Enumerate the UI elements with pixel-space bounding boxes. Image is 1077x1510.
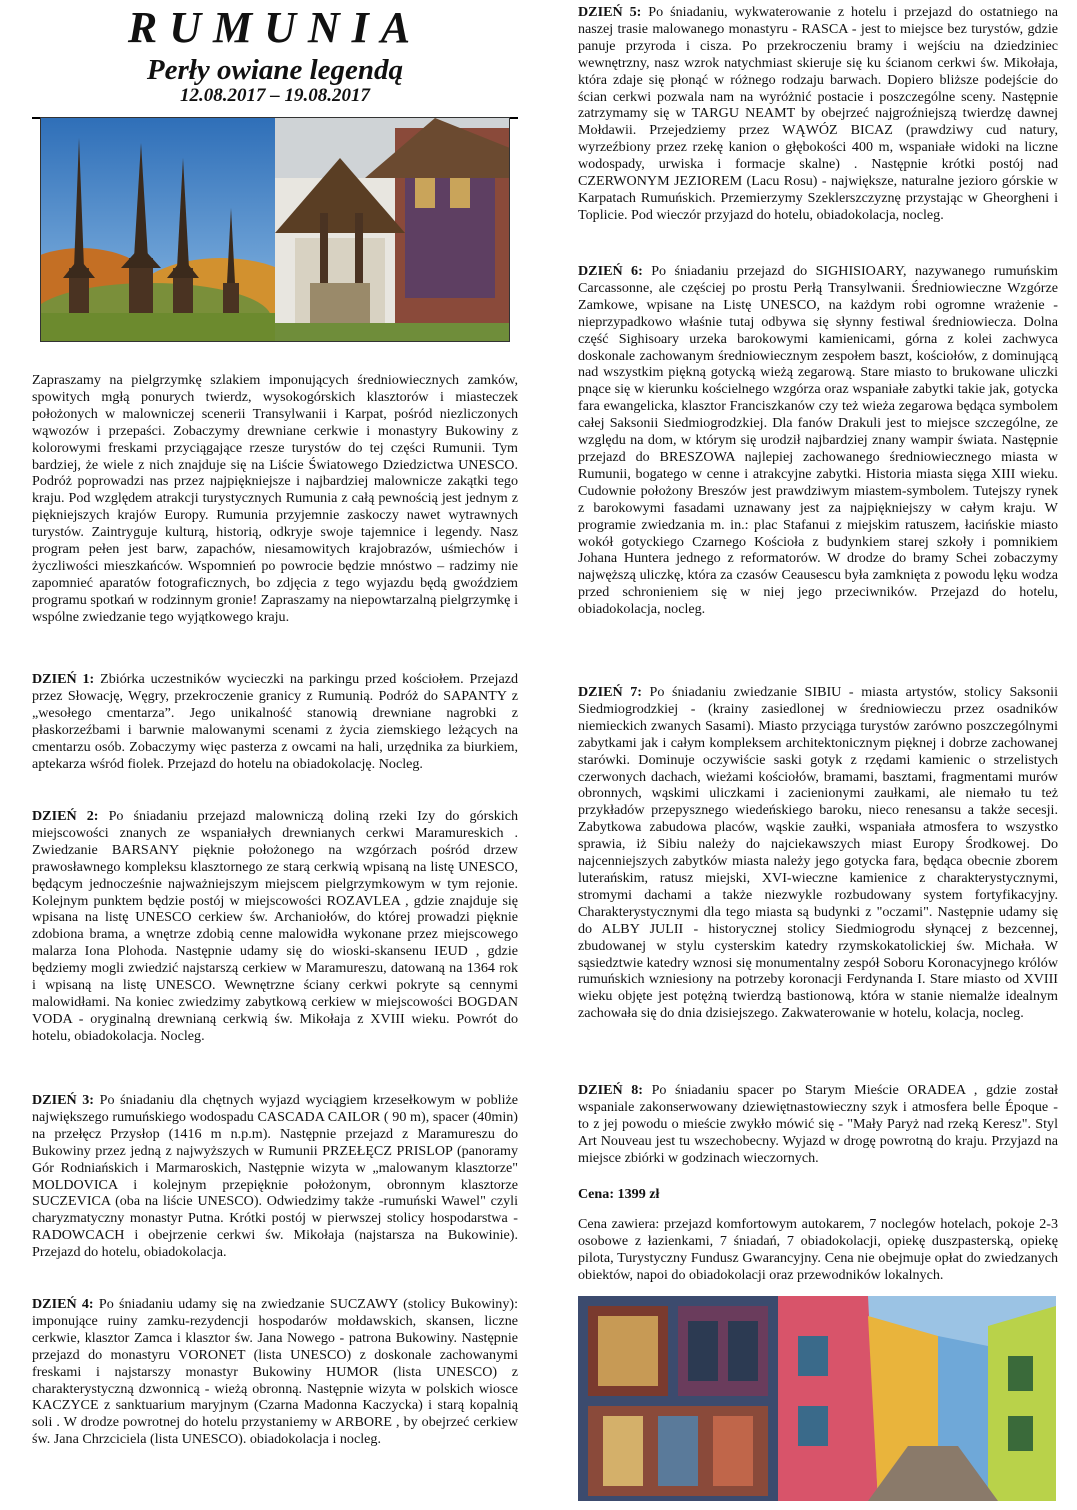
day-5-label: DZIEŃ 5:	[578, 4, 642, 20]
day-3-label: DZIEŃ 3:	[32, 1092, 95, 1108]
day-3-text: Po śniadaniu dla chętnych wyjazd wyciągiem krzesełkowym w pobliże największego rumuńskiego wodospadu CASCADA CAILOR ( 90 m), spacer (40min) na przełęcz Przysłop (1416 m n.p.m). Następnie przejazd z Maramureszu do Bukowiny przez jedną z najwyższych w Rumunii PRZEŁĘCZ PRISLOP (panoramy Gór Rodniańskich i Marmaroskich, Następnie wizyta w „malowanym klasztorze" MOLDOVICA i kolejnym przepięknie położonym, obronnym klasztorze SUCZEVICA (oba na liście UNESCO). Odwiedzimy także -rumuński Wawel" czyli charyzmatyczny monastyr Putna. Krótki postój w pierwszej stolicy hospodarstwa - RADOWCACH i obejrzenie cerkwi św. Mikołaja (najstarsza na Bukowinie). Przejazd do hotelu, obiadokolacja.	[32, 1092, 518, 1261]
page-subtitle: Perły owiane legendą	[146, 54, 404, 86]
intro-paragraph: Zapraszamy na pielgrzymkę szlakiem imponujących średniowiecznych zamków, spowitych mgłą ponurych twierdz, wysokogórskich klasztorów i miasteczek położonych w malowniczej scenerii Transylwanii i Karpat, pośród niezliczonych wąwozów i przepaści. Zobaczymy drewniane cerkwie i monastyry Bukowiny z kolorowymi freskami przyciągające rzesze turystów do tej części Rumunii. Tym bardziej, że wiele z nich znajduje się na Liście Światowego Dziedzictwa UNESCO. Podróż poprowadzi nas przez najpiękniejsze i najbardziej malownicze zakątki tego kraju. Pod względem atrakcji turystycznych Rumunia z całą pewnością jest jednym z piękniejszych krajów Europy. Rumunia przyjemnie zaskoczy nawet wytrawnych turystów. Zaintryguje kulturą, historią, odkryje swoje tajemnice i legendy. Nasz program pełen jest barw, zapachów, niesamowitych krajobrazów, uśmiechów i życzliwości mieszkańców. Wspomnień po powrocie będzie mnóstwo – radzimy nie zapomnieć aparatów fotograficznych, bo zdjęcia z tego wyjazdu będą gwoździem programu spotkań w rodzinnym gronie! Zapraszamy na niepowtarzalną pielgrzymkę i wspólne zwiedzanie tego wyjątkowego kraju.	[32, 372, 518, 625]
painted-monastery-photo	[275, 118, 509, 341]
wooden-church-photo	[41, 118, 275, 341]
day-3	[32, 1092, 518, 1261]
page-title: RUMUNIA	[127, 3, 423, 52]
day-7-text: Po śniadaniu zwiedzanie SIBIU - miasta artystów, stolicy Saksonii Siedmiogrodzkiej - (krainy zasiedlonej w średniowieczu przez osadników niemieckich zwanych Sasami). Miasto przyciąga turystów zarówno poszczególnymi zabytkami jak i całym kompleksem architektonicznym pięknej i dobrze zachowanej starówki. Dominuje oczywiście saski gotyk z rzędami kamienic o strzelistych czerwonych dachach, wieżami kościołów, bramami, basztami, fragmentami murów obronnych, wąskimi uliczkami i zacienionymi zaułkami, ale niemało tu też przykładów przepysznego wiedeńskiego baroku, nieco renesansu a także secesji. Zabytkowa zabudowa placów, wąskie zaułki, wspaniała atmosfera to wszystko sprawia, iż Sibiu należy do najciekawszych miast Europy Środkowej. Do najcenniejszych zabytków miasta należy jego gotycka fara, będąca obecnie zborem luterańskim, ratusz miejski, XVI-wieczne kamienice z charakterystycznymi, stromymi dachami a także niezwykle rozbudowany system fortyfikacyjny. Charakterystycznymi dla tego miasta są budynki z "oczami". Następnie udamy się do ALBY JULII - historycznej stolicy Siedmiogrodu słynącej z bezcennej, zbudowanej w stylu cysterskim katedry rzymskokatolickiej św. Michała. W sąsiedztwie katedry wznosi się monumentalny zespół Soboru Koronacyjnego królów rumuńskich wzniesiony na potrzeby koronacji Ferdynanda I. Stare miasto od XVIII wieku objęte jest potężną twierdzą bastionową, która w stanie niemalże idealnym zachowała się do dnia dzisiejszego. Zakwaterowanie w hotelu, kolacja, nocleg.	[578, 684, 1059, 1022]
day-2-label: DZIEŃ 2:	[32, 808, 99, 824]
price-value: 1399 zł	[617, 1186, 660, 1202]
day-1	[32, 671, 518, 772]
day-6-label: DZIEŃ 6:	[578, 263, 643, 279]
day-8-label: DZIEŃ 8:	[578, 1082, 643, 1098]
day-4-label: DZIEŃ 4:	[32, 1296, 94, 1312]
footer-photo	[578, 1296, 1056, 1501]
day-4	[32, 1296, 518, 1448]
trip-dates: 12.08.2017 – 19.08.2017	[180, 85, 370, 106]
day-6	[578, 263, 1058, 618]
day-5-text: Po śniadaniu, wykwaterowanie z hotelu i przejazd do ostatniego na naszej trasie malowanego monastyru - RASCA - jest to miejsce bez turystów, gdzie panuje przyroda i cisza. Po przekroczeniu bramy i wejściu na dziedziniec wewnętrzny, nasz wzrok natychmiast skieruje się ku ścianom cerkwi św. Mikołaja, która zdaje się płonąć w różnego rodzaju barwach. Dopiero bliższe podejście do ścian cerkwi pozwala nam na wyróżnić postacie i poszczególne sceny. Następnie zatrzymamy się w TARGU NEAMT by obejrzeć najgroźniejszą twierdzę dawnej Mołdawii. Przejedziemy przez WĄWÓZ BICAZ (prawdziwy cud natury, wyrzeźbiony przez rzekę kanion o głębokości 400 m, wspaniałe widoki na liczne wodospady, urwiska i formacje skalne) . Następnie krótki postój nad CZERWONYM JEZIOREM (Lacu Rosu) - największe, naturalne jezioro górskie w Karpatach Rumuńskich. Przemierzymy Szeklerszczyznę przystając w Gheorgheni i Toplicie. Pod wieczór przyjazd do hotelu, obiadokolacja, nocleg.	[578, 4, 1058, 223]
day-1-label: DZIEŃ 1:	[32, 671, 95, 687]
price	[578, 1186, 1058, 1203]
left-column	[32, 0, 519, 1448]
day-8	[578, 1082, 1058, 1167]
day-4-text: Po śniadaniu udamy się na zwiedzanie SUCZAWY (stolicy Bukowiny): imponujące ruiny zamku-rezydencji hospodarów mołdawskich, skansen, liczne cerkwie, klasztor Zamca i klasztor św. Jana Nowego - patrona Bukowiny. Następnie przejazd do monastyru VORONET (lista UNESCO) z doskonale zachowanymi freskami i najstarszy monastyr Bukowiny HUMOR (lista UNESCO) z charakterystyczną dzwonnicą - wieżą obronną. Następnie wizyta w polskich wiosce KACZYCE z sanktuarium maryjnym (Czarna Madonna Kaczycka) i starą kopalnią soli . W drodze powrotnej do hotelu przystaniemy w ARBORE , by obejrzeć cerkiew św. Jana Chrzciciela (lista UNESCO). obiadokolacja i nocleg.	[32, 1296, 519, 1448]
day-8-text: Po śniadaniu spacer po Starym Mieście ORADEA , gdzie został wspaniale zakonserwowany dziewiętnastowieczny szyk i atmosfera belle Époque - to z jej powodu o mieście zwykło mówić się - "Mały Paryż nad rzeką Keresz". Styl Art Nouveau jest tu wszechobecny. Wyjazd w drogę powrotną do kraju. Przyjazd na miejsce zbiórki w godzinach wieczornych.	[578, 1082, 1058, 1166]
day-2-text: Po śniadaniu przejazd malowniczą doliną rzeki Izy do górskich miejscowości znanych ze wspaniałych drewnianych cerkwi Maramureskich . Zwiedzanie BARSANY pięknie położonego na wzgórzach pośród drzew prawosławnego kompleksu klasztornego ze starą cerkwią wpisaną na listę UNESCO, będącym jednocześnie najważniejszym miejscem pielgrzymkowym w tym rejonie. Kolejnym punktem będzie postój w miejscowości ROZAVLEA , gdzie znajduje się wpisana na listę UNESCO cerkiew św. Archaniołów, do której prowadzi pięknie zdobiona brama, a wnętrze zdobią cenne malowidła wykonane przez miejscowego malarza Iona Plohoda. Następnie udamy się do wioski-skansenu IEUD , gdzie będziemy mogli zwiedzić najstarszą cerkiew w Maramureszu, datowaną na 1364 rok i wpisaną na listę UNESCO. Wewnętrzne ściany cerkwi pokryte są cennymi malowidłami. Na koniec zwiedzimy zabytkową cerkiew w miejscowości BOGDAN VODA - oryginalną drewnianą cerkwią św. Mikołaja z XVIII wieku. Powrót do hotelu, obiadokolacja. Nocleg.	[32, 808, 519, 1044]
day-7-label: DZIEŃ 7:	[578, 684, 642, 700]
day-2	[32, 808, 518, 1045]
day-6-text: Po śniadaniu przejazd do SIGHISIOARY, nazywanego rumuńskim Carcassonne, ale częściej po prostu Perłą Transylwanii. Średniowieczne Wzgórze Zamkowe, wpisane na Listę UNESCO, na każdym robi ogromne wrażenie - nieprzypadkowo właśnie tutaj odbywa się słynny festiwal średniowiecza. Dolna część Sighisoary urzeka barokowymi kamienicami, górna z kolei zachwyca doskonale zachowanym średniowiecznym zespołem baszt, kościołów, z dominującą nad wszystkim piękną gotycką wieżą zegarową. Stare miasto to brukowane uliczki pnące się w kierunku kościelnego wzgórza oraz wspaniałe zabytki takie jak, gotycka fara ewangelicka, klasztor Franciszkanów czy też wieża zegarowa będąca symbolem całej Saksonii Siedmiogrodzkiej. Dla fanów Drakuli jest to miejsce szczególne, ze względu na dom, w którym się urodził najbardziej znany wampir świata. Następnie przejazd do BRESZOWA najlepiej zachowanego średniowiecznego miasta w Rumunii, bogatego w cenne i atrakcyjne zabytki. Historia miasta sięga XIII wieku. Cudownie położony Breszów jest prawdziwym miastem-symbolem. Tutejszy rynek z barokowymi fasadami uznawany jest za najpiękniejszy w całym kraju. W programie zwiedzania m. in.: plac Stafanui z miejskim ratuszem, łacińskie miasto wokół gotyckiego Czarnego Kościoła z budynkiem starej szkoły i pomnikiem Johana Huntera jednego z reformatorów. W drodze do bramy Schei zobaczymy najwęższą uliczkę, która za czasów Ceausescu była zamknięta z powodu lęku wodza przed schronieniem się w niej jego przeciwników. Przejazd do hotelu, obiadokolacja, nocleg.	[578, 263, 1059, 618]
header	[32, 0, 518, 106]
price-includes: Cena zawiera: przejazd komfortowym autokarem, 7 noclegów hotelach, pokoje 2-3 osobowe z łazienkami, 7 śniadań, 7 obiadokolacji, opiekę duszpasterską, opiekę pilota, Turystyczny Fundusz Gwarancyjny. Cena nie obejmuje opłat do zwiedzanych obiektów, napoi do obiadokolacji oraz przewodników lokalnych.	[578, 1216, 1058, 1283]
fresco-and-street-photo	[578, 1296, 1056, 1501]
header-photo	[40, 117, 510, 342]
price-label: Cena:	[578, 1186, 615, 1202]
day-7	[578, 684, 1058, 1022]
day-5	[578, 4, 1058, 224]
day-1-text: Zbiórka uczestników wycieczki na parkingu przed kościołem. Przejazd przez Słowację, Węgry, przekroczenie granicy z Rumunią. Podróż do SAPANTY z „wesołego cmentarza”. Jego unikalność stanowią drewniane nagrobki z płaskorzeźbami i barwnie malowanymi scenami z życia ziemskiego leżących na cmentarzu osób. Zobaczymy więc pasterza z owcami na hali, urzędnika za biurkiem, aptekarza wśród fiolek. Przejazd do hotelu na obiadokolację. Nocleg.	[32, 671, 519, 772]
